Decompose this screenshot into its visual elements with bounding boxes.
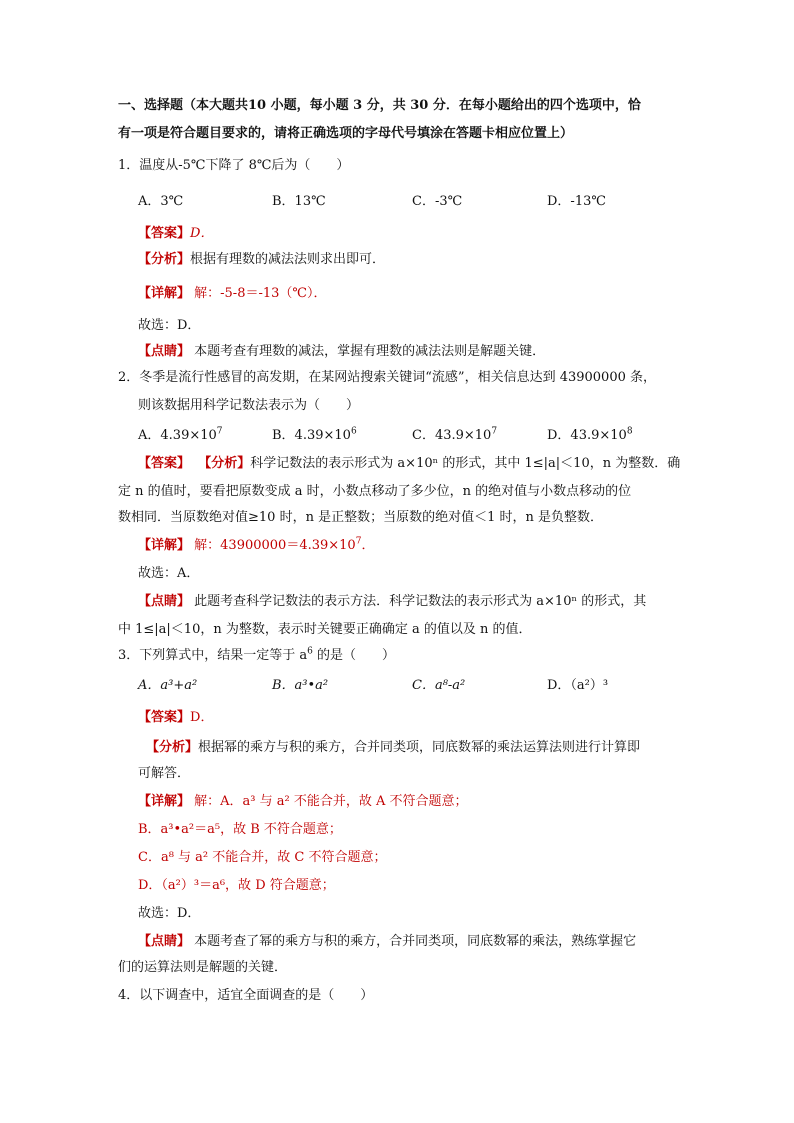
q2-comment-text: 此题考查科学记数法的表示方法．科学记数法的表示形式为 a×10ⁿ 的形式，其 bbox=[190, 594, 647, 609]
q3-option-d: D．（a²）³ bbox=[547, 678, 609, 693]
q3-detail-text: 解：A．a³ 与 a² 不能合并，故 A 不符合题意； bbox=[190, 794, 468, 809]
q2-stem-line2: 则该数据用科学记数法表示为（ ） bbox=[138, 398, 360, 413]
detail-tag: 【详解】 bbox=[138, 538, 191, 553]
q3-analysis-text: 根据幂的乘方与积的乘方，合并同类项，同底数幂的乘法运算法则进行计算即 bbox=[198, 740, 641, 755]
analysis-tag: 【分析】 bbox=[138, 252, 191, 267]
q2-option-d: D．$43.9\times 10^8$ bbox=[547, 426, 633, 443]
q2-stem-line1: 2．冬季是流行性感冒的高发期，在某网站搜索关键词“流感”，相关信息达到 43900000 条， bbox=[118, 370, 656, 385]
answer-tag: 【答案】 bbox=[138, 710, 191, 725]
q1-analysis bbox=[138, 250, 385, 270]
q2-detail bbox=[138, 536, 374, 556]
q3-detail-c: C．a⁸ 与 a² 不能合并，故 C 不符合题意； bbox=[138, 850, 387, 865]
answer-tag: 【答案】 bbox=[138, 456, 191, 471]
q1-stem: 1．温度从-5℃下降了 8℃后为（ ） bbox=[118, 158, 350, 173]
q2-analysis-line3: 数相同．当原数绝对值≥10 时，n 是正整数；当原数的绝对值＜1 时，n 是负整数． bbox=[118, 510, 603, 525]
q1-answer-value: D． bbox=[190, 226, 214, 241]
q2-comment-line2: 中 1≤|a|＜10，n 为整数，表示时关键要正确确定 a 的值以及 n 的值． bbox=[118, 622, 532, 637]
comment-tag: 【点睛】 bbox=[138, 934, 191, 949]
q1-detail bbox=[138, 284, 326, 304]
q1-option-a: A．3℃ bbox=[138, 194, 184, 209]
q1-answer bbox=[138, 224, 213, 244]
q3-detail-b: B．a³•a²＝a⁵，故 B 不符合题意； bbox=[138, 822, 342, 837]
detail-tag: 【详解】 bbox=[138, 286, 191, 301]
q3-comment-text: 本题考查了幂的乘方与积的乘方，合并同类项，同底数幂的乘法，熟练掌握它 bbox=[190, 934, 637, 949]
q4-stem: 4．以下调查中，适宜全面调查的是（ ） bbox=[118, 988, 374, 1003]
q3-option-c: C．a⁸-a² bbox=[412, 678, 466, 693]
q3-answer-value: D． bbox=[190, 710, 214, 725]
q3-stem: 3．下列算式中，结果一定等于 $a^6$ 的是（ ） bbox=[118, 646, 396, 663]
q1-analysis-text: 根据有理数的减法法则求出即可． bbox=[190, 252, 386, 267]
q2-option-c: C．$43.9\times 10^7$ bbox=[412, 426, 498, 443]
section-header-line1: 一、选择题（本大题共10 小题，每小题 3 分，共 30 分．在每小题给出的四个选项中，恰 bbox=[118, 98, 641, 113]
q1-choice: 故选：D． bbox=[138, 318, 201, 333]
q1-comment-text: 本题考查有理数的减法，掌握有理数的减法法则是解题关键． bbox=[190, 344, 546, 359]
comment-tag: 【点睛】 bbox=[138, 344, 191, 359]
analysis-tag: 【分析】 bbox=[146, 740, 199, 755]
q1-option-d: D．-13℃ bbox=[547, 194, 606, 209]
q3-option-a: A．a³+a² bbox=[138, 678, 198, 693]
q2-analysis-line2: 定 n 的值时，要看把原数变成 a 时，小数点移动了多少位，n 的绝对值与小数点移动的位 bbox=[118, 484, 632, 499]
q1-option-b: B．13℃ bbox=[272, 194, 326, 209]
answer-tag: 【答案】 bbox=[138, 226, 191, 241]
q2-analysis-line1: 科学记数法的表示形式为 a×10ⁿ 的形式，其中 1≤|a|＜10，n 为整数．确 bbox=[250, 456, 681, 471]
q3-answer bbox=[138, 708, 213, 728]
q3-analysis-line2: 可解答． bbox=[138, 766, 191, 781]
q3-analysis-line1 bbox=[146, 738, 640, 758]
q2-option-b: B．$4.39\times 10^6$ bbox=[272, 426, 357, 443]
q1-comment bbox=[138, 342, 545, 362]
q2-detail-text: 解：$43900000=4.39\times 10^7$． bbox=[190, 536, 375, 553]
detail-tag: 【详解】 bbox=[138, 794, 191, 809]
q3-comment-line1 bbox=[138, 932, 636, 952]
q3-detail bbox=[138, 792, 468, 812]
section-header-line2: 有一项是符合题目要求的，请将正确选项的字母代号填涂在答题卡相应位置上） bbox=[118, 126, 574, 141]
q2-comment-line1 bbox=[138, 592, 646, 612]
q3-detail-d: D．（a²）³＝a⁶，故 D 符合题意； bbox=[138, 878, 335, 893]
q2-option-a: A．$4.39\times 10^7$ bbox=[138, 426, 223, 443]
q2-choice: 故选：A． bbox=[138, 566, 200, 581]
q3-choice: 故选：D． bbox=[138, 906, 201, 921]
analysis-tag: 【分析】 bbox=[198, 456, 251, 471]
q3-comment-line2: 们的运算法则是解题的关键． bbox=[118, 960, 288, 975]
comment-tag: 【点睛】 bbox=[138, 594, 191, 609]
q3-option-b: B．a³•a² bbox=[272, 678, 329, 693]
q1-detail-text: 解：-5-8＝-13（℃）． bbox=[190, 286, 327, 301]
q1-option-c: C．-3℃ bbox=[412, 194, 463, 209]
q2-answer-analysis bbox=[138, 454, 680, 474]
